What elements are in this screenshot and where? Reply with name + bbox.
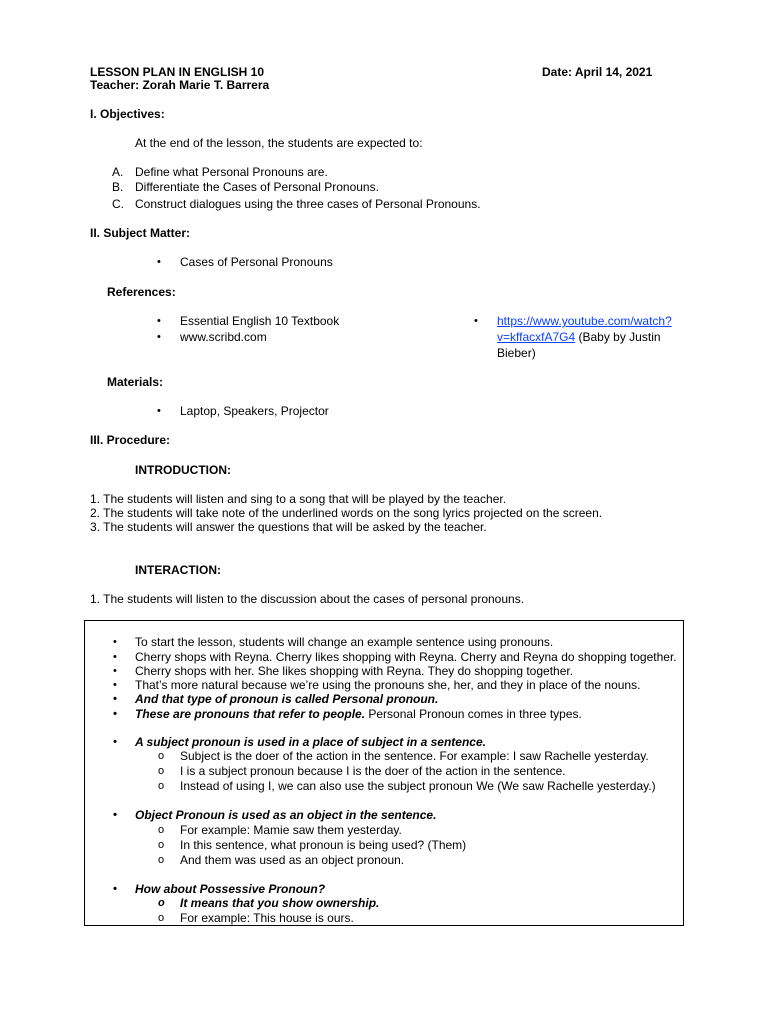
sub-bullet-icon: o: [158, 854, 165, 866]
song-title: (Baby by Justin: [575, 330, 661, 344]
discussion-line: To start the lesson, students will change an example sentence using pronouns.: [135, 635, 554, 649]
types-rest: Personal Pronoun comes in three types.: [365, 707, 582, 721]
bullet-icon: •: [113, 665, 117, 677]
bullet-icon: •: [474, 315, 478, 327]
sub-bullet-icon: o: [158, 750, 165, 762]
types-emphasis: These are pronouns that refer to people.: [135, 707, 366, 721]
sub-bullet-icon: o: [158, 912, 165, 924]
bullet-icon: •: [113, 693, 117, 705]
object-pronoun-detail: And them was used as an object pronoun.: [180, 853, 405, 867]
possessive-pronoun-heading: How about Possessive Pronoun?: [135, 882, 326, 896]
object-pronoun-detail: In this sentence, what pronoun is being used? (Them): [180, 838, 467, 852]
possessive-pronoun-detail: For example: This house is ours.: [180, 911, 354, 925]
materials-text: Laptop, Speakers, Projector: [180, 404, 329, 418]
bullet-icon: •: [157, 331, 161, 343]
objective-text: Differentiate the Cases of Personal Pronouns.: [135, 180, 379, 194]
bullet-icon: •: [113, 651, 117, 663]
materials-heading: Materials:: [107, 375, 164, 389]
object-pronoun-heading: Object Pronoun is used as an object in the sentence.: [135, 808, 437, 822]
object-pronoun-detail: For example: Mamie saw them yesterday.: [180, 823, 402, 837]
bullet-icon: •: [113, 736, 117, 748]
lesson-plan-title: LESSON PLAN IN ENGLISH 10: [90, 65, 265, 79]
youtube-link-line2-wrap: [497, 330, 661, 344]
introduction-step: 1. The students will listen and sing to a song that will be played by the teacher.: [90, 492, 507, 506]
sub-bullet-icon: o: [158, 780, 165, 792]
discussion-line: Cherry shops with Reyna. Cherry likes shopping with Reyna. Cherry and Reyna do shopping together.: [135, 650, 677, 664]
bullet-icon: •: [157, 315, 161, 327]
reference-text: Essential English 10 Textbook: [180, 314, 340, 328]
objective-text: Construct dialogues using the three cases of Personal Pronouns.: [135, 197, 481, 211]
reference-text: www.scribd.com: [180, 330, 267, 344]
objective-text: Define what Personal Pronouns are.: [135, 165, 328, 179]
subject-pronoun-detail: Subject is the doer of the action in the sentence. For example: I saw Rachelle yesterday.: [180, 749, 649, 763]
subject-matter-heading: II. Subject Matter:: [90, 226, 191, 240]
song-artist: Bieber): [497, 346, 536, 360]
bullet-icon: •: [157, 256, 161, 268]
bullet-icon: •: [113, 708, 117, 720]
subject-pronoun-detail: Instead of using I, we can also use the subject pronoun We (We saw Rachelle yesterday.): [180, 779, 656, 793]
objective-letter: C.: [112, 197, 124, 211]
objectives-heading: I. Objectives:: [90, 107, 165, 121]
introduction-step: 2. The students will take note of the underlined words on the song lyrics projected on the screen.: [90, 506, 603, 520]
discussion-line: Cherry shops with her. She likes shopping with Reyna. They do shopping together.: [135, 664, 574, 678]
interaction-heading: INTERACTION:: [135, 563, 221, 577]
introduction-heading: INTRODUCTION:: [135, 463, 231, 477]
sub-bullet-icon: o: [158, 765, 165, 777]
youtube-link-continued[interactable]: v=kffacxfA7G4: [497, 330, 576, 344]
subject-pronoun-heading: A subject pronoun is used in a place of subject in a sentence.: [135, 735, 486, 749]
youtube-link[interactable]: https://www.youtube.com/watch?: [497, 314, 672, 328]
references-heading: References:: [107, 285, 176, 299]
subject-matter-text: Cases of Personal Pronouns: [180, 255, 333, 269]
objective-letter: A.: [112, 165, 124, 179]
objectives-intro: At the end of the lesson, the students are expected to:: [135, 136, 423, 150]
bullet-icon: •: [113, 809, 117, 821]
possessive-pronoun-definition: It means that you show ownership.: [180, 896, 380, 910]
interaction-step: 1. The students will listen to the discussion about the cases of personal pronouns.: [90, 592, 525, 606]
sub-bullet-icon: o: [158, 897, 165, 909]
discussion-line-emphasis: And that type of pronoun is called Personal pronoun.: [135, 692, 439, 706]
discussion-types-line: [135, 707, 582, 721]
bullet-icon: •: [113, 636, 117, 648]
discussion-line: That’s more natural because we’re using the pronouns she, her, and they in place of the nouns.: [135, 678, 641, 692]
bullet-icon: •: [113, 883, 117, 895]
introduction-step: 3. The students will answer the questions that will be asked by the teacher.: [90, 520, 487, 534]
procedure-heading: III. Procedure:: [90, 433, 171, 447]
sub-bullet-icon: o: [158, 824, 165, 836]
bullet-icon: •: [113, 679, 117, 691]
subject-pronoun-detail: I is a subject pronoun because I is the doer of the action in the sentence.: [180, 764, 566, 778]
sub-bullet-icon: o: [158, 839, 165, 851]
teacher-name: Teacher: Zorah Marie T. Barrera: [90, 78, 270, 92]
bullet-icon: •: [157, 405, 161, 417]
objective-letter: B.: [112, 180, 124, 194]
lesson-date: Date: April 14, 2021: [542, 65, 653, 79]
